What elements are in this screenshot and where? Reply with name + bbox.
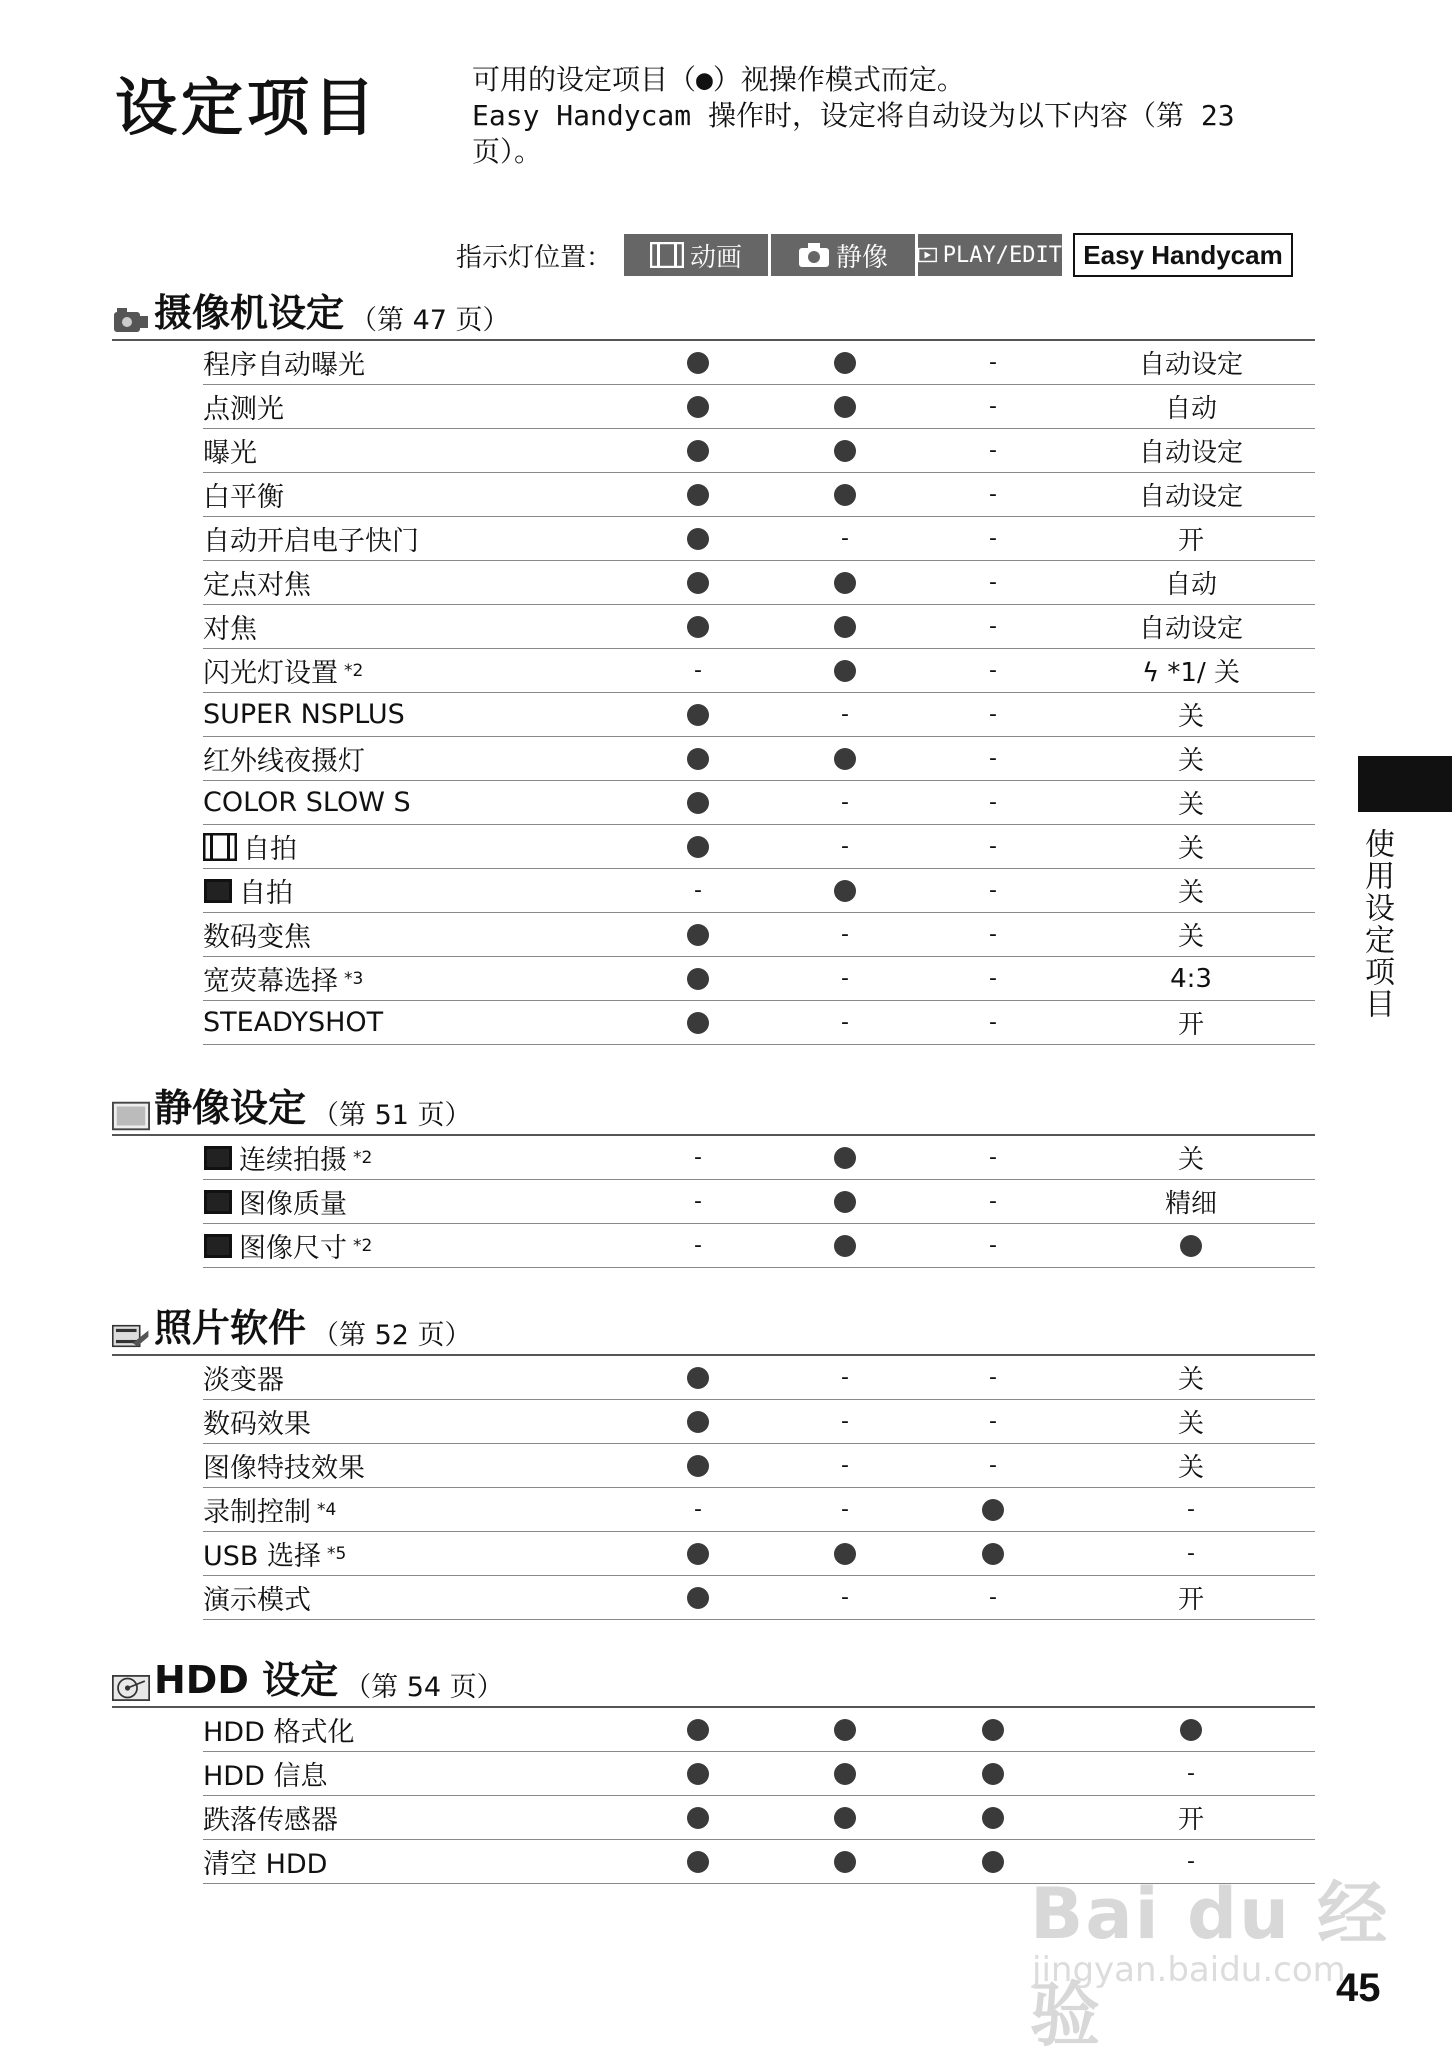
available-dot xyxy=(963,1796,1023,1839)
table-row xyxy=(203,1532,1315,1576)
side-tab-marker xyxy=(1358,756,1452,812)
section-still-settings xyxy=(112,1088,1315,1268)
available-dot xyxy=(815,869,875,912)
setting-name: 图像质量 xyxy=(203,1182,683,1221)
available-dot xyxy=(815,473,875,516)
available-dot xyxy=(668,1576,728,1619)
section-title: 照片软件 xyxy=(154,1306,307,1350)
table-row xyxy=(203,913,1315,957)
default-value: ϟ *1/ 关 xyxy=(1142,658,1240,688)
section-header xyxy=(112,1088,1315,1136)
available-dot xyxy=(668,737,728,780)
available-dot xyxy=(815,737,875,780)
unavailable-dash: - xyxy=(841,834,849,859)
setting-name: 定点对焦 xyxy=(203,570,311,601)
section-header xyxy=(112,293,1315,341)
available-dot xyxy=(815,1180,875,1223)
available-dot xyxy=(1101,1708,1281,1751)
indicator-row xyxy=(456,232,1296,278)
mode-easy-handycam: Easy Handycam xyxy=(1073,233,1293,277)
section-page-ref: （第 54 页） xyxy=(344,1672,504,1703)
available-dot xyxy=(668,1356,728,1399)
default-value: 关 xyxy=(1177,1365,1204,1395)
unavailable-dash: - xyxy=(841,526,849,551)
table-row xyxy=(203,1001,1315,1045)
unavailable-dash: - xyxy=(1187,1497,1195,1522)
page-number: 45 xyxy=(1336,1966,1381,2010)
section-page-ref: （第 51 页） xyxy=(312,1100,472,1131)
table-row xyxy=(203,473,1315,517)
default-value: 自动设定 xyxy=(1138,350,1243,380)
mode-still: 静像 xyxy=(771,234,915,276)
available-dot xyxy=(815,649,875,692)
table-row xyxy=(203,1400,1315,1444)
unavailable-dash: - xyxy=(989,1145,997,1170)
unavailable-dash: - xyxy=(989,1365,997,1390)
available-dot xyxy=(815,385,875,428)
table-row xyxy=(203,385,1315,429)
available-dot xyxy=(668,341,728,384)
camera-icon xyxy=(798,242,830,268)
available-dot xyxy=(668,1752,728,1795)
setting-name: 自拍 xyxy=(203,827,683,866)
unavailable-dash: - xyxy=(989,1189,997,1214)
unavailable-dash: - xyxy=(989,1453,997,1478)
table-row xyxy=(203,1136,1315,1180)
section-page-ref: （第 52 页） xyxy=(312,1320,472,1351)
table-row xyxy=(203,1796,1315,1840)
unavailable-dash: - xyxy=(841,1365,849,1390)
available-dot xyxy=(668,1444,728,1487)
table-row xyxy=(203,869,1315,913)
section-picture-application xyxy=(112,1308,1315,1620)
setting-name: 程序自动曝光 xyxy=(203,350,365,381)
unavailable-dash: - xyxy=(841,1453,849,1478)
available-dot xyxy=(668,1400,728,1443)
table-row xyxy=(203,737,1315,781)
available-dot xyxy=(668,781,728,824)
default-value: 精细 xyxy=(1164,1189,1217,1219)
unavailable-dash: - xyxy=(989,922,997,947)
setting-name: 跌落传感器 xyxy=(203,1805,338,1836)
play-icon xyxy=(918,243,937,267)
table-row xyxy=(203,825,1315,869)
setting-name: STEADYSHOT xyxy=(203,1007,384,1038)
footnote-mark: *3 xyxy=(344,968,364,989)
unavailable-dash: - xyxy=(1187,1849,1195,1874)
default-value: 关 xyxy=(1177,922,1204,952)
film-icon xyxy=(203,833,237,861)
film-icon xyxy=(650,242,684,268)
setting-name: HDD 信息 xyxy=(203,1761,328,1792)
unavailable-dash: - xyxy=(989,746,997,771)
setting-name: 数码效果 xyxy=(203,1409,311,1440)
table-row xyxy=(203,1488,1315,1532)
available-dot xyxy=(668,1840,728,1883)
mode-movie: 动画 xyxy=(624,234,768,276)
available-dot xyxy=(668,1708,728,1751)
table-row xyxy=(203,1708,1315,1752)
available-dot xyxy=(668,429,728,472)
still-icon xyxy=(203,1233,233,1259)
still-icon xyxy=(203,1145,233,1171)
unavailable-dash: - xyxy=(841,1010,849,1035)
table-row xyxy=(203,1576,1315,1620)
table-row xyxy=(203,561,1315,605)
available-dot xyxy=(963,1708,1023,1751)
section-title: 摄像机设定 xyxy=(154,291,345,335)
available-dot xyxy=(668,517,728,560)
unavailable-dash: - xyxy=(989,1233,997,1258)
unavailable-dash: - xyxy=(694,1233,702,1258)
unavailable-dash: - xyxy=(694,1189,702,1214)
table-row xyxy=(203,429,1315,473)
setting-name: 曝光 xyxy=(203,438,257,469)
section-title: 静像设定 xyxy=(154,1086,307,1130)
table-row xyxy=(203,1356,1315,1400)
available-dot xyxy=(668,957,728,1000)
setting-name: 自拍 xyxy=(203,871,683,910)
unavailable-dash: - xyxy=(841,1409,849,1434)
available-dot xyxy=(668,561,728,604)
available-dot xyxy=(815,1136,875,1179)
table-row xyxy=(203,1444,1315,1488)
watermark-url: jingyan.baidu.com xyxy=(1032,1950,1346,1990)
section-camera-settings xyxy=(112,293,1315,1045)
setting-name: 闪光灯设置 *2 xyxy=(203,658,364,689)
default-value: 开 xyxy=(1177,1010,1204,1040)
setting-name: 红外线夜摄灯 xyxy=(203,746,365,777)
unavailable-dash: - xyxy=(989,438,997,463)
default-value: 关 xyxy=(1177,790,1204,820)
available-dot xyxy=(668,1532,728,1575)
unavailable-dash: - xyxy=(989,702,997,727)
available-dot xyxy=(668,825,728,868)
default-value: 自动设定 xyxy=(1138,482,1243,512)
section-page-ref: （第 47 页） xyxy=(350,305,510,336)
available-dot xyxy=(815,341,875,384)
setting-name: 演示模式 xyxy=(203,1585,311,1616)
hdd-settings-icon xyxy=(112,1672,150,1704)
table-row xyxy=(203,1752,1315,1796)
setting-name: 图像尺寸 *2 xyxy=(203,1226,683,1265)
unavailable-dash: - xyxy=(989,350,997,375)
available-dot xyxy=(668,473,728,516)
unavailable-dash: - xyxy=(694,1497,702,1522)
table-row xyxy=(203,781,1315,825)
available-dot xyxy=(963,1840,1023,1883)
table-row xyxy=(203,517,1315,561)
default-value: 自动设定 xyxy=(1138,438,1243,468)
default-value: 关 xyxy=(1177,1409,1204,1439)
unavailable-dash: - xyxy=(1187,1761,1195,1786)
table-row xyxy=(203,693,1315,737)
still-icon xyxy=(203,1189,233,1215)
available-dot xyxy=(1101,1224,1281,1267)
available-dot xyxy=(815,1796,875,1839)
default-value: 自动 xyxy=(1164,570,1217,600)
available-dot xyxy=(815,1708,875,1751)
section-header xyxy=(112,1308,1315,1356)
available-dot xyxy=(668,385,728,428)
footnote-mark: *4 xyxy=(317,1499,337,1520)
available-dot xyxy=(815,1752,875,1795)
setting-name: HDD 格式化 xyxy=(203,1717,355,1748)
setting-name: USB 选择 *5 xyxy=(203,1541,347,1572)
setting-name: 数码变焦 xyxy=(203,922,311,953)
setting-name: 宽荧幕选择 *3 xyxy=(203,966,364,997)
page-title: 设定项目 xyxy=(115,71,380,144)
intro-text: 可用的设定项目（●）视操作模式而定。 Easy Handycam 操作时，设定将自动设为以下内容（第 23 页）。 xyxy=(472,63,1235,168)
unavailable-dash: - xyxy=(841,790,849,815)
unavailable-dash: - xyxy=(841,1497,849,1522)
default-value: 4:3 xyxy=(1170,963,1212,994)
footnote-mark: *2 xyxy=(353,1235,373,1256)
unavailable-dash: - xyxy=(989,1409,997,1434)
unavailable-dash: - xyxy=(841,966,849,991)
table-row xyxy=(203,957,1315,1001)
setting-name: 淡变器 xyxy=(203,1365,284,1396)
default-value: 开 xyxy=(1177,526,1204,556)
picture-application-icon xyxy=(112,1320,150,1352)
watermark-logo: Bai du 经验 xyxy=(1030,1873,1390,2056)
unavailable-dash: - xyxy=(694,878,702,903)
settings-list xyxy=(203,1356,1315,1620)
default-value: 关 xyxy=(1177,746,1204,776)
unavailable-dash: - xyxy=(989,1010,997,1035)
still-icon xyxy=(203,878,233,904)
setting-name: 录制控制 *4 xyxy=(203,1497,337,1528)
unavailable-dash: - xyxy=(841,922,849,947)
setting-name: 自动开启电子快门 xyxy=(203,526,419,557)
available-dot xyxy=(668,913,728,956)
section-hdd-settings xyxy=(112,1660,1315,1884)
available-dot xyxy=(815,1224,875,1267)
unavailable-dash: - xyxy=(841,1585,849,1610)
unavailable-dash: - xyxy=(694,658,702,683)
unavailable-dash: - xyxy=(989,570,997,595)
table-row xyxy=(203,605,1315,649)
available-dot xyxy=(815,561,875,604)
unavailable-dash: - xyxy=(989,482,997,507)
footnote-mark: *5 xyxy=(327,1543,347,1564)
section-title: HDD 设定 xyxy=(154,1658,339,1702)
setting-name: 对焦 xyxy=(203,614,257,645)
unavailable-dash: - xyxy=(989,834,997,859)
available-dot xyxy=(963,1488,1023,1531)
camera-settings-icon xyxy=(112,305,150,337)
default-value: 自动 xyxy=(1164,394,1217,424)
unavailable-dash: - xyxy=(989,658,997,683)
available-dot xyxy=(815,605,875,648)
footnote-mark: *2 xyxy=(353,1147,373,1168)
unavailable-dash: - xyxy=(989,394,997,419)
unavailable-dash: - xyxy=(989,526,997,551)
table-row xyxy=(203,1224,1315,1268)
unavailable-dash: - xyxy=(989,878,997,903)
available-dot xyxy=(668,1796,728,1839)
table-row xyxy=(203,1180,1315,1224)
table-row xyxy=(203,341,1315,385)
available-dot xyxy=(963,1752,1023,1795)
table-row xyxy=(203,649,1315,693)
available-dot xyxy=(815,1840,875,1883)
unavailable-dash: - xyxy=(694,1145,702,1170)
mode-play-edit: PLAY/EDIT xyxy=(918,234,1062,276)
available-dot xyxy=(963,1532,1023,1575)
section-header xyxy=(112,1660,1315,1708)
setting-name: 点测光 xyxy=(203,394,284,425)
unavailable-dash: - xyxy=(989,790,997,815)
unavailable-dash: - xyxy=(989,1585,997,1610)
settings-list xyxy=(203,341,1315,1045)
indicator-label: 指示灯位置： xyxy=(456,242,613,273)
default-value: 开 xyxy=(1177,1585,1204,1615)
default-value: 关 xyxy=(1177,878,1204,908)
available-dot xyxy=(668,605,728,648)
available-dot xyxy=(668,1001,728,1044)
default-value: 开 xyxy=(1177,1805,1204,1835)
settings-list xyxy=(203,1136,1315,1268)
default-value: 关 xyxy=(1177,702,1204,732)
setting-name: 白平衡 xyxy=(203,482,284,513)
setting-name: SUPER NSPLUS xyxy=(203,699,405,730)
setting-name: 图像特技效果 xyxy=(203,1453,365,1484)
setting-name: COLOR SLOW S xyxy=(203,787,411,818)
side-tab-label: 使用设定项目 xyxy=(1359,828,1394,1020)
available-dot xyxy=(815,1532,875,1575)
unavailable-dash: - xyxy=(841,702,849,727)
available-dot xyxy=(815,429,875,472)
unavailable-dash: - xyxy=(1187,1541,1195,1566)
footnote-mark: *2 xyxy=(344,660,364,681)
setting-name: 清空 HDD xyxy=(203,1849,328,1880)
still-settings-icon xyxy=(112,1100,150,1132)
unavailable-dash: - xyxy=(989,614,997,639)
setting-name: 连续拍摄 *2 xyxy=(203,1138,683,1177)
unavailable-dash: - xyxy=(989,966,997,991)
default-value: 关 xyxy=(1177,1145,1204,1175)
default-value: 关 xyxy=(1177,834,1204,864)
default-value: 自动设定 xyxy=(1138,614,1243,644)
default-value: 关 xyxy=(1177,1453,1204,1483)
available-dot xyxy=(668,693,728,736)
